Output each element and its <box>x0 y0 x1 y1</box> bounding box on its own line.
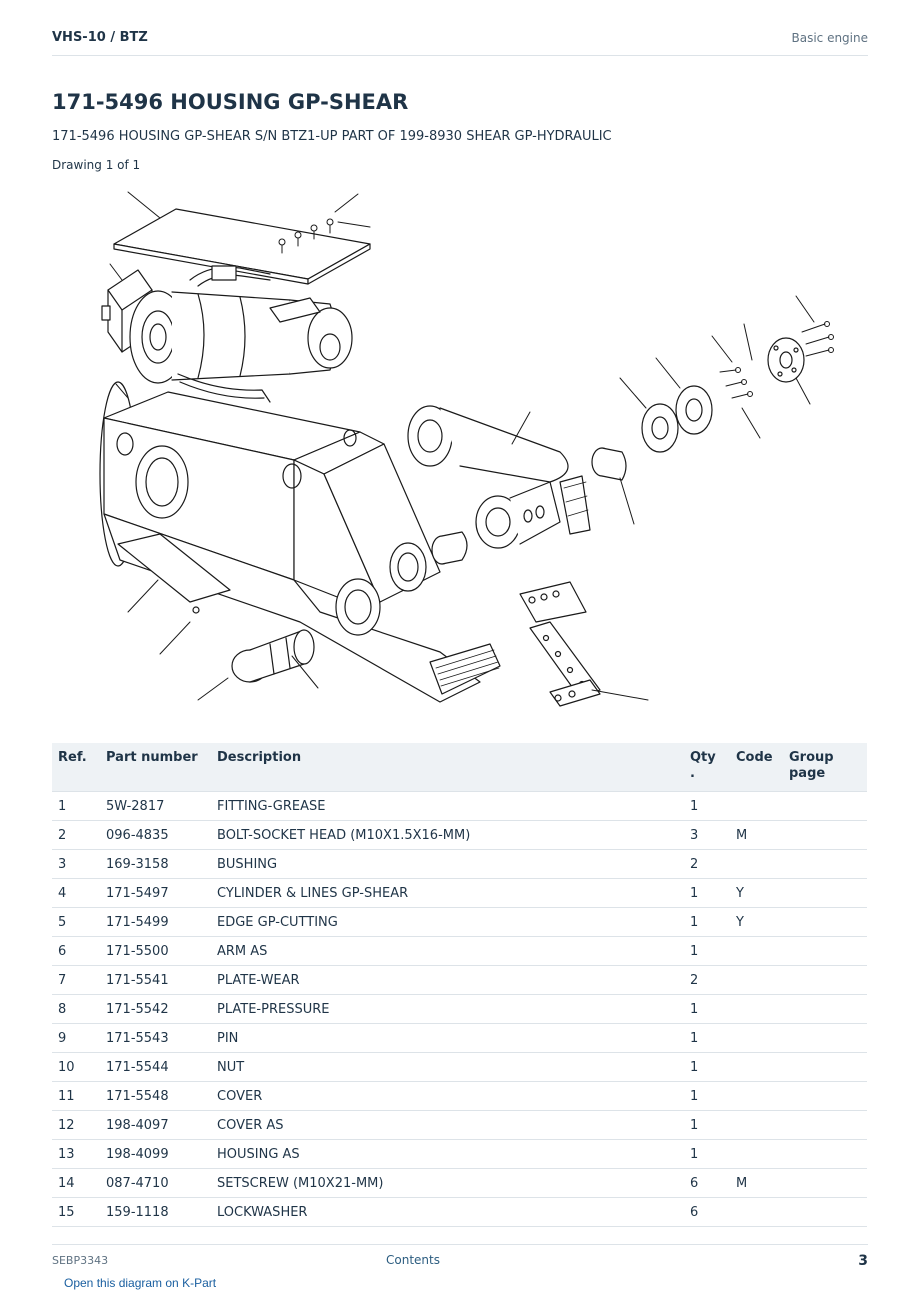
group-page-cell <box>783 1198 867 1227</box>
qty-cell: 1 <box>684 937 730 966</box>
group-page-cell <box>783 1082 867 1111</box>
group-page-cell <box>783 937 867 966</box>
ref-cell: 1 <box>52 792 100 821</box>
parts-table <box>52 743 867 1227</box>
qty-cell: 6 <box>684 1198 730 1227</box>
description-cell: PLATE-WEAR <box>211 966 684 995</box>
description-cell: HOUSING AS <box>211 1140 684 1169</box>
page-footer <box>52 1244 868 1274</box>
table-row <box>52 879 867 908</box>
description-cell: PLATE-PRESSURE <box>211 995 684 1024</box>
table-row <box>52 995 867 1024</box>
ref-cell: 9 <box>52 1024 100 1053</box>
description-cell: NUT <box>211 1053 684 1082</box>
qty-cell: 2 <box>684 966 730 995</box>
qty-cell: 2 <box>684 850 730 879</box>
table-row <box>52 792 867 821</box>
code-cell <box>730 1024 783 1053</box>
col-group-page-header <box>783 743 867 792</box>
table-row <box>52 821 867 850</box>
qty-cell: 1 <box>684 879 730 908</box>
ref-cell: 2 <box>52 821 100 850</box>
code-cell <box>730 792 783 821</box>
group-page-cell <box>783 966 867 995</box>
exploded-parts-diagram <box>80 182 860 720</box>
ref-cell: 3 <box>52 850 100 879</box>
table-row <box>52 937 867 966</box>
group-page-cell <box>783 792 867 821</box>
code-cell: Y <box>730 879 783 908</box>
pin-drawing <box>160 607 318 700</box>
group-header-text: Group page <box>789 750 834 781</box>
group-page-cell <box>783 850 867 879</box>
part-number-cell: 171-5497 <box>100 879 211 908</box>
description-cell: LOCKWASHER <box>211 1198 684 1227</box>
ref-cell: 12 <box>52 1111 100 1140</box>
group-page-cell <box>783 1140 867 1169</box>
code-cell <box>730 937 783 966</box>
qty-cell: 1 <box>684 1053 730 1082</box>
part-number-cell: 171-5541 <box>100 966 211 995</box>
drawing-count-label: Drawing 1 of 1 <box>52 158 141 172</box>
description-cell: COVER <box>211 1082 684 1111</box>
code-cell <box>730 850 783 879</box>
qty-cell: 1 <box>684 1111 730 1140</box>
qty-cell: 3 <box>684 821 730 850</box>
table-row <box>52 1053 867 1082</box>
ref-cell: 10 <box>52 1053 100 1082</box>
ref-cell: 15 <box>52 1198 100 1227</box>
group-page-cell <box>783 1053 867 1082</box>
description-cell: SETSCREW (M10X21-MM) <box>211 1169 684 1198</box>
table-row <box>52 1169 867 1198</box>
qty-cell: 1 <box>684 995 730 1024</box>
qty-header-text: Qty . <box>690 750 716 781</box>
ref-cell: 7 <box>52 966 100 995</box>
ref-cell: 5 <box>52 908 100 937</box>
table-row <box>52 966 867 995</box>
part-number-cell: 171-5542 <box>100 995 211 1024</box>
ref-cell: 13 <box>52 1140 100 1169</box>
arm-drawing <box>408 406 590 548</box>
part-number-cell: 171-5544 <box>100 1053 211 1082</box>
part-number-cell: 169-3158 <box>100 850 211 879</box>
ref-cell: 14 <box>52 1169 100 1198</box>
ref-cell: 11 <box>52 1082 100 1111</box>
part-number-cell: 087-4710 <box>100 1169 211 1198</box>
code-cell <box>730 1198 783 1227</box>
plates-drawing <box>620 338 810 452</box>
qty-cell: 1 <box>684 1024 730 1053</box>
description-cell: ARM AS <box>211 937 684 966</box>
part-number-cell: 171-5499 <box>100 908 211 937</box>
table-row <box>52 1198 867 1227</box>
page-subtitle: 171-5496 HOUSING GP-SHEAR S/N BTZ1-UP PART OF 199-8930 SHEAR GP-HYDRAULIC <box>52 129 612 144</box>
description-cell: BUSHING <box>211 850 684 879</box>
table-row <box>52 1111 867 1140</box>
cylinder-drawing <box>102 264 352 402</box>
code-cell <box>730 1140 783 1169</box>
col-qty-header <box>684 743 730 792</box>
table-row <box>52 908 867 937</box>
part-number-cell: 171-5500 <box>100 937 211 966</box>
document-id: SEBP3343 <box>52 1254 109 1267</box>
kpart-link[interactable]: Open this diagram on K-Part <box>64 1276 217 1290</box>
description-cell: BOLT-SOCKET HEAD (M10X1.5X16-MM) <box>211 821 684 850</box>
qty-cell: 1 <box>684 1082 730 1111</box>
model-label: VHS-10 / BTZ <box>52 30 148 45</box>
qty-cell: 1 <box>684 792 730 821</box>
description-cell: CYLINDER & LINES GP-SHEAR <box>211 879 684 908</box>
table-row <box>52 1140 867 1169</box>
qty-cell: 1 <box>684 908 730 937</box>
group-page-cell <box>783 908 867 937</box>
col-part-number-header: Part number <box>100 743 211 792</box>
part-number-cell: 198-4097 <box>100 1111 211 1140</box>
cutting-edge-drawing <box>520 582 648 706</box>
group-page-cell <box>783 821 867 850</box>
description-cell: FITTING-GREASE <box>211 792 684 821</box>
description-cell: PIN <box>211 1024 684 1053</box>
code-cell <box>730 995 783 1024</box>
code-cell <box>730 966 783 995</box>
table-row <box>52 850 867 879</box>
qty-cell: 1 <box>684 1140 730 1169</box>
description-cell: COVER AS <box>211 1111 684 1140</box>
section-label: Basic engine <box>791 31 868 45</box>
code-cell: M <box>730 821 783 850</box>
parts-table-header <box>52 743 867 792</box>
part-number-cell: 159-1118 <box>100 1198 211 1227</box>
description-cell: EDGE GP-CUTTING <box>211 908 684 937</box>
qty-cell: 6 <box>684 1169 730 1198</box>
code-cell: Y <box>730 908 783 937</box>
page-header <box>52 28 868 56</box>
ref-cell: 4 <box>52 879 100 908</box>
group-page-cell <box>783 1111 867 1140</box>
ref-cell: 6 <box>52 937 100 966</box>
code-cell <box>730 1053 783 1082</box>
group-page-cell <box>783 1169 867 1198</box>
code-cell <box>730 1082 783 1111</box>
col-description-header: Description <box>211 743 684 792</box>
group-page-cell <box>783 995 867 1024</box>
group-page-cell <box>783 1024 867 1053</box>
col-code-header: Code <box>730 743 783 792</box>
page-number: 3 <box>858 1253 868 1269</box>
contents-link[interactable]: Contents <box>386 1253 440 1267</box>
code-cell: M <box>730 1169 783 1198</box>
col-ref-header: Ref. <box>52 743 100 792</box>
group-page-cell <box>783 879 867 908</box>
table-row <box>52 1082 867 1111</box>
cover-plate-drawing <box>114 192 370 284</box>
part-number-cell: 5W-2817 <box>100 792 211 821</box>
code-cell <box>730 1111 783 1140</box>
table-row <box>52 1024 867 1053</box>
part-number-cell: 171-5548 <box>100 1082 211 1111</box>
part-number-cell: 198-4099 <box>100 1140 211 1169</box>
page-title: 171-5496 HOUSING GP-SHEAR <box>52 90 409 114</box>
part-number-cell: 171-5543 <box>100 1024 211 1053</box>
part-number-cell: 096-4835 <box>100 821 211 850</box>
ref-cell: 8 <box>52 995 100 1024</box>
